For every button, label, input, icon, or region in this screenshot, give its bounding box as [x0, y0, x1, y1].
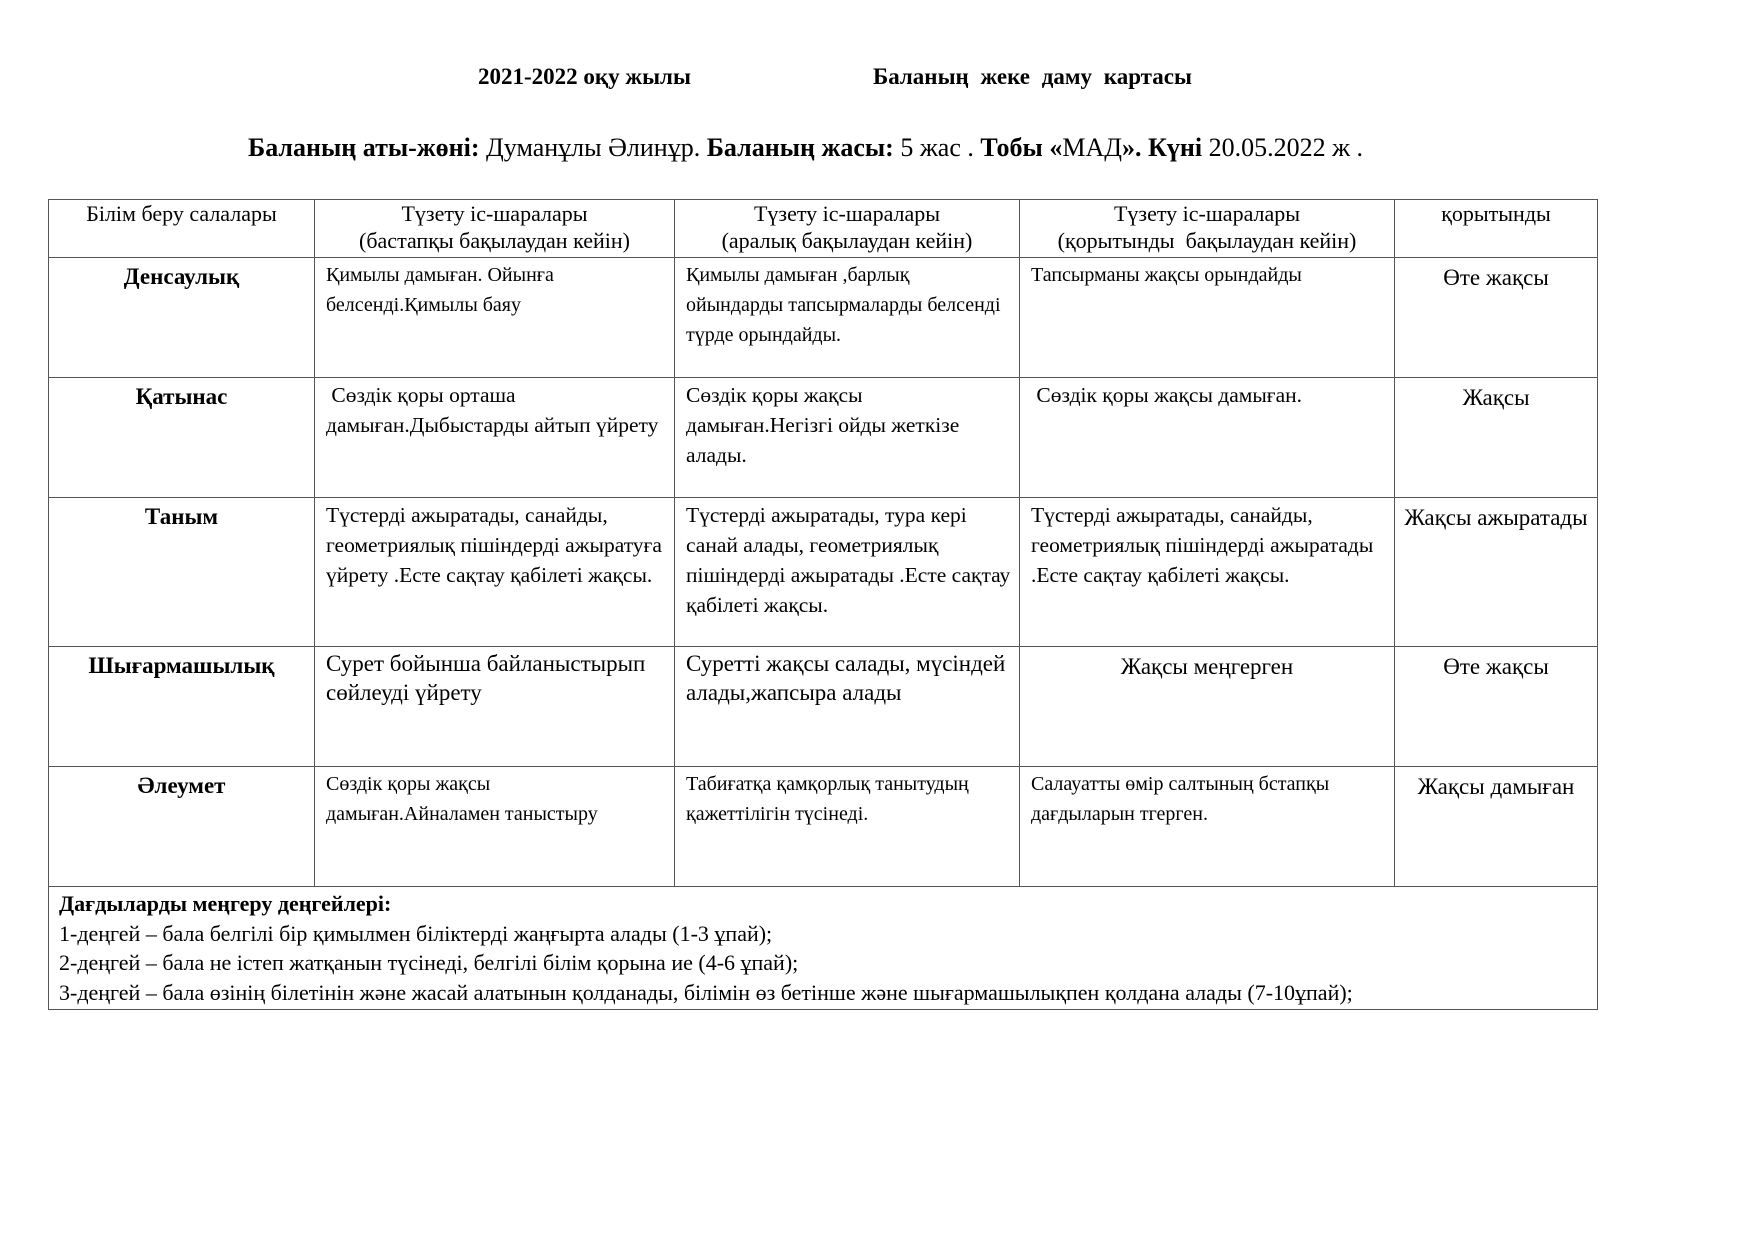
final-cell: Жақсы меңгерген [1020, 647, 1395, 767]
header-line: Білім беру салалары [86, 201, 277, 226]
final-cell: Салауатты өмір салтының бстапқы дағдыларын тгерген. [1020, 767, 1395, 887]
result-cell: Жақсы [1395, 378, 1598, 498]
initial-cell: Қимылы дамыған. Ойынға белсенді.Қимылы баяу [315, 258, 675, 378]
table-row [49, 767, 1598, 887]
area-cell: Денсаулық [49, 258, 315, 378]
date-value: 20.05.2022 ж . [1202, 133, 1364, 162]
initial-cell: Сөздік қоры жақсы дамыған.Айналамен таныстыру [315, 767, 675, 887]
date-label: Күні [1148, 133, 1203, 162]
area-cell: Қатынас [49, 378, 315, 498]
child-info-line [248, 133, 1648, 163]
interim-cell: Түстерді ажыратады, тура кері санай алады, геометриялық пішіндерді ажыратады .Есте сақтау қабілеті жақсы. [675, 498, 1020, 647]
result-cell: Жақсы дамыған [1395, 767, 1598, 887]
initial-cell: Түстерді ажыратады, санайды, геометриялық пішіндерді ажыратуға үйрету .Есте сақтау қабілеті жақсы. [315, 498, 675, 647]
header-cell-final [1020, 200, 1395, 258]
level-item: 1-деңгей – бала белгілі бір қимылмен біліктерді жаңғырта алады (1-3 ұпай); [59, 920, 773, 946]
group-close: ». [1122, 133, 1148, 162]
table-row [49, 498, 1598, 647]
header-line: Түзету іс-шаралары [1113, 201, 1301, 226]
table-row [49, 647, 1598, 767]
final-cell: Сөздік қоры жақсы дамыған. [1020, 378, 1395, 498]
header-cell-area [49, 200, 315, 258]
initial-cell: Сөздік қоры орташа дамыған.Дыбыстарды айтып үйрету [315, 378, 675, 498]
interim-cell: Табиғатқа қамқорлық танытудың қажеттілігін түсінеді. [675, 767, 1020, 887]
header-line: Түзету іс-шаралары [753, 201, 941, 226]
group-value: МАД [1062, 133, 1122, 162]
header-line: (бастапқы бақылаудан кейін) [359, 228, 630, 253]
area-cell: Әлеумет [49, 767, 315, 887]
header-cell-interim [675, 200, 1020, 258]
header-cell-initial [315, 200, 675, 258]
interim-cell: Сөздік қоры жақсы дамыған.Негізгі ойды жеткізе алады. [675, 378, 1020, 498]
result-cell: Өте жақсы [1395, 258, 1598, 378]
level-item: 2-деңгей – бала не істеп жатқанын түсінеді, белгілі білім қорына ие (4-6 ұпай); [59, 950, 799, 975]
age-label: Баланың жасы: [706, 133, 894, 162]
initial-cell: Сурет бойынша байланыстырып сөйлеуді үйрету [315, 647, 675, 767]
header-line: Түзету іс-шаралары [401, 201, 588, 226]
table-row [49, 378, 1598, 498]
interim-cell: Қимылы дамыған ,барлық ойындарды тапсырмаларды белсенді түрде орындайды. [675, 258, 1020, 378]
group-label: Тобы « [980, 133, 1063, 162]
table-row [49, 258, 1598, 378]
area-cell: Таным [49, 498, 315, 647]
levels-row [49, 887, 1598, 1010]
area-cell: Шығармашылық [49, 647, 315, 767]
header-line: қорытынды [1441, 201, 1551, 226]
interim-cell: Суретті жақсы салады, мүсіндей алады,жапсыра алады [675, 647, 1020, 767]
development-map-table [48, 199, 1598, 1010]
header-cell-result [1395, 200, 1598, 258]
header-line: (қорытынды бақылаудан кейін) [1057, 228, 1357, 253]
final-cell: Түстерді ажыратады, санайды, геометриялық пішіндерді ажыратады .Есте сақтау қабілеті жақсы. [1020, 498, 1395, 647]
age-value: 5 жас . [893, 133, 981, 162]
levels-cell [49, 887, 1598, 1010]
result-cell: Өте жақсы [1395, 647, 1598, 767]
levels-title: Дағдыларды меңгеру деңгейлері: [59, 891, 392, 916]
name-label: Баланың аты-жөні: [248, 133, 480, 162]
final-cell: Тапсырманы жақсы орындайды [1020, 258, 1395, 378]
level-item: 3-деңгей – бала өзінің білетінін және жасай алатынын қолданады, білімін өз бетінше және шығармашылықпен қолдана алады (7-10ұпай); [59, 979, 1353, 1005]
header-line: (аралық бақылаудан кейін) [721, 228, 973, 253]
name-value: Думанұлы Әлинұр. [479, 133, 707, 162]
result-cell: Жақсы ажыратады [1395, 498, 1598, 647]
school-year: 2021-2022 оқу жылы [478, 64, 691, 89]
table-header-row [49, 200, 1598, 258]
document-title: Баланың жеке даму картасы [873, 64, 1192, 89]
